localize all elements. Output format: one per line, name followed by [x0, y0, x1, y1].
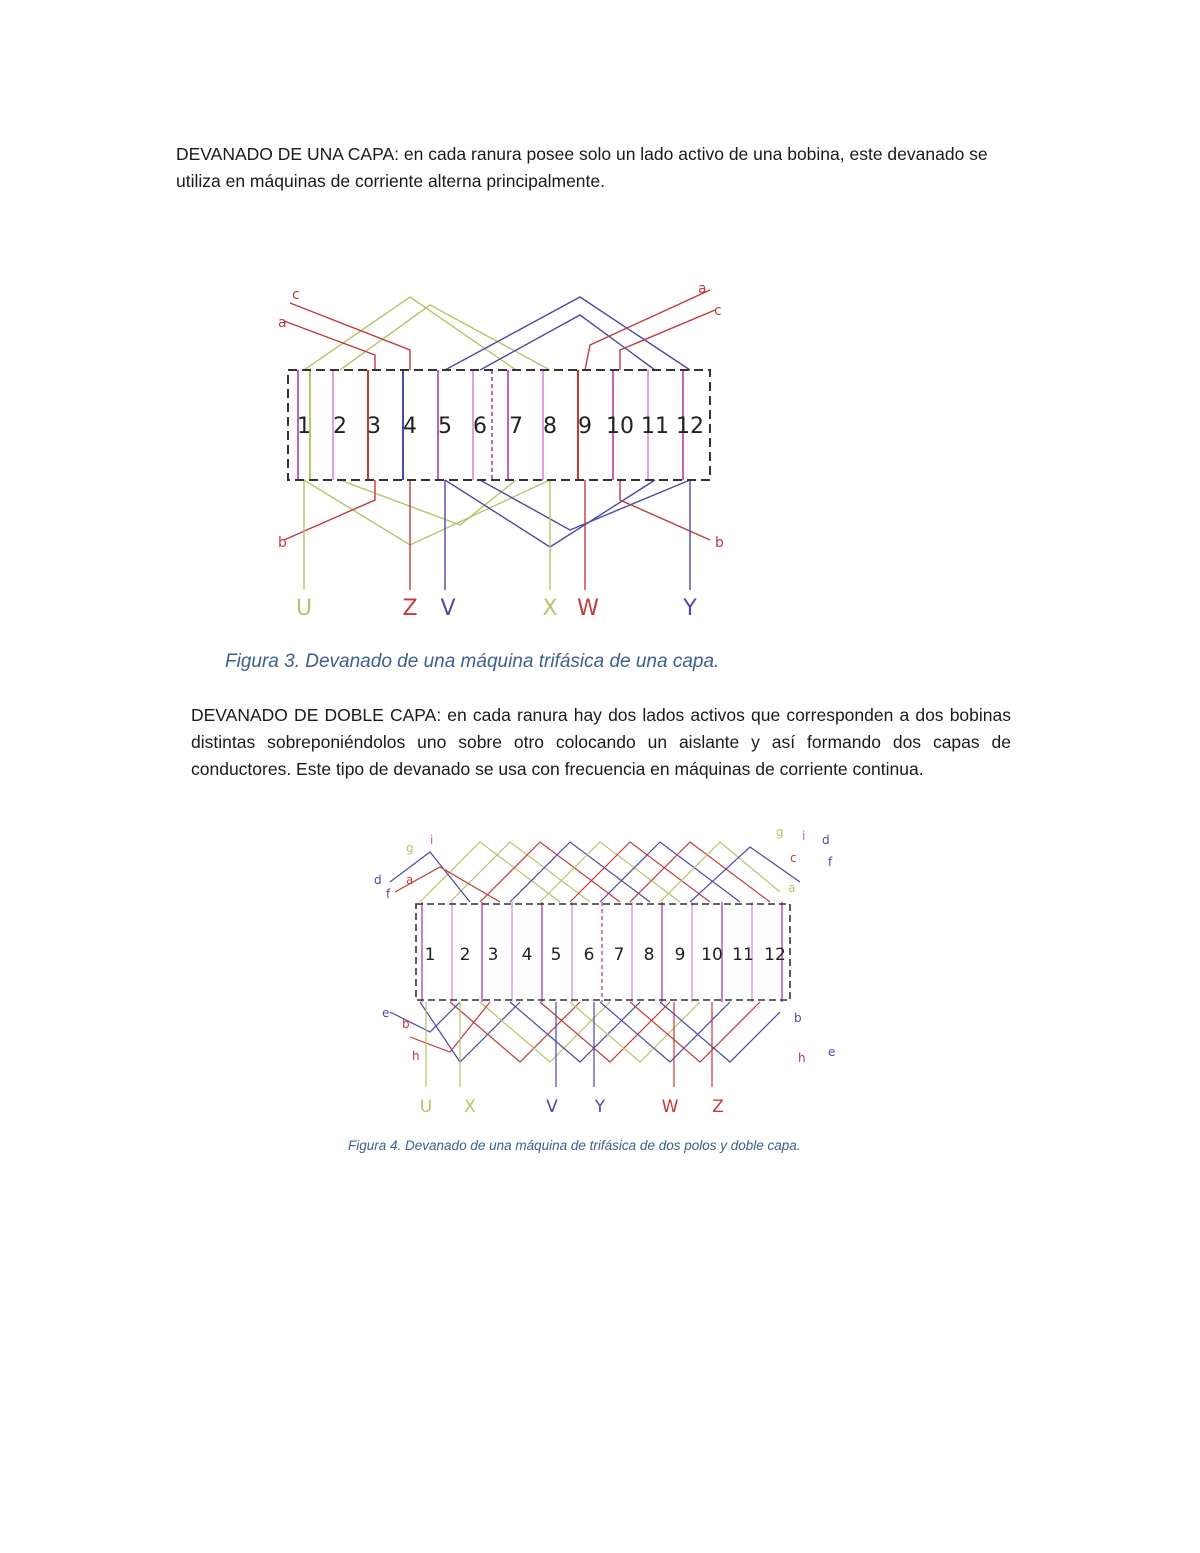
end-label: b	[402, 1017, 410, 1031]
end-label: h	[412, 1049, 420, 1063]
paragraph-double-layer: DEVANADO DE DOBLE CAPA: en cada ranura hay dos lados activos que corresponden a dos bobinas distintas sobreponiéndolos uno sobre otro colocando un aislante y así formando dos capas de conductores. Este tipo de devanado se usa con frecuencia en máquinas de corriente continua.	[191, 705, 1011, 779]
end-label: e	[828, 1045, 836, 1059]
end-label: c	[292, 287, 300, 303]
end-label: c	[790, 851, 797, 865]
terminal-label: X	[542, 596, 558, 621]
slot-number: 7	[613, 945, 625, 965]
terminal-label: U	[295, 596, 313, 621]
slot-number: 12	[764, 945, 786, 965]
slot-number: 8	[643, 945, 655, 965]
slot-conductors	[422, 902, 782, 1002]
end-label: g	[776, 825, 784, 839]
slot-number: 8	[543, 414, 557, 439]
slot-number: 4	[521, 945, 533, 965]
slot-number: 3	[487, 945, 499, 965]
end-label: f	[386, 887, 391, 901]
terminal-label: U	[419, 1097, 433, 1117]
slot-number: 9	[674, 945, 686, 965]
end-label: i	[430, 833, 434, 847]
end-label: f	[828, 855, 833, 869]
slot-number: 11	[641, 414, 669, 439]
slot-number: 12	[676, 414, 704, 439]
end-label: b	[278, 535, 287, 551]
end-label: i	[802, 829, 806, 843]
slot-number: 2	[459, 945, 471, 965]
slot-number: 5	[438, 414, 452, 439]
end-label: a	[698, 281, 707, 297]
end-label: e	[382, 1006, 390, 1020]
slot-number: 5	[550, 945, 562, 965]
slot-number: 6	[583, 945, 595, 965]
paragraph-single-layer: DEVANADO DE UNA CAPA: en cada ranura posee solo un lado activo de una bobina, este devanado se utiliza en máquinas de corriente alterna principalmente.	[176, 144, 988, 191]
slot-number: 3	[367, 414, 381, 439]
figure-double-layer-winding	[370, 822, 840, 1122]
terminal-label: Y	[683, 596, 697, 621]
end-label: h	[798, 1051, 806, 1065]
end-label: d	[374, 873, 382, 887]
figure-3-caption: Figura 3. Devanado de una máquina trifásica de una capa.	[225, 651, 720, 672]
slot-number: 10	[701, 945, 723, 965]
terminal-label: Y	[594, 1097, 606, 1117]
end-label: c	[714, 303, 722, 319]
figure-single-layer-winding	[270, 275, 730, 625]
end-label: g	[406, 841, 414, 855]
figure-4-caption: Figura 4. Devanado de una máquina de trifásica de dos polos y doble capa.	[348, 1138, 801, 1153]
slot-number: 10	[606, 414, 634, 439]
terminal-label: Z	[402, 596, 418, 621]
end-label: a	[278, 315, 287, 331]
slot-number: 6	[473, 414, 487, 439]
slot-number: 11	[732, 945, 754, 965]
coil-connections	[284, 290, 715, 590]
end-label: a	[406, 873, 414, 887]
slot-number: 7	[509, 414, 523, 439]
terminal-label: X	[464, 1097, 476, 1117]
end-label: b	[715, 535, 724, 551]
terminal-label: W	[577, 596, 599, 621]
terminal-label: V	[546, 1097, 558, 1117]
slot-number: 4	[403, 414, 417, 439]
terminal-label: W	[661, 1097, 679, 1117]
slot-number: 2	[333, 414, 347, 439]
terminal-label: V	[440, 596, 456, 621]
end-label: a	[788, 881, 796, 895]
end-label: b	[794, 1011, 802, 1025]
slot-number: 1	[297, 414, 311, 439]
terminal-label: Z	[712, 1097, 724, 1117]
slot-number: 9	[578, 414, 592, 439]
end-label: d	[822, 833, 830, 847]
slot-number: 1	[424, 945, 436, 965]
